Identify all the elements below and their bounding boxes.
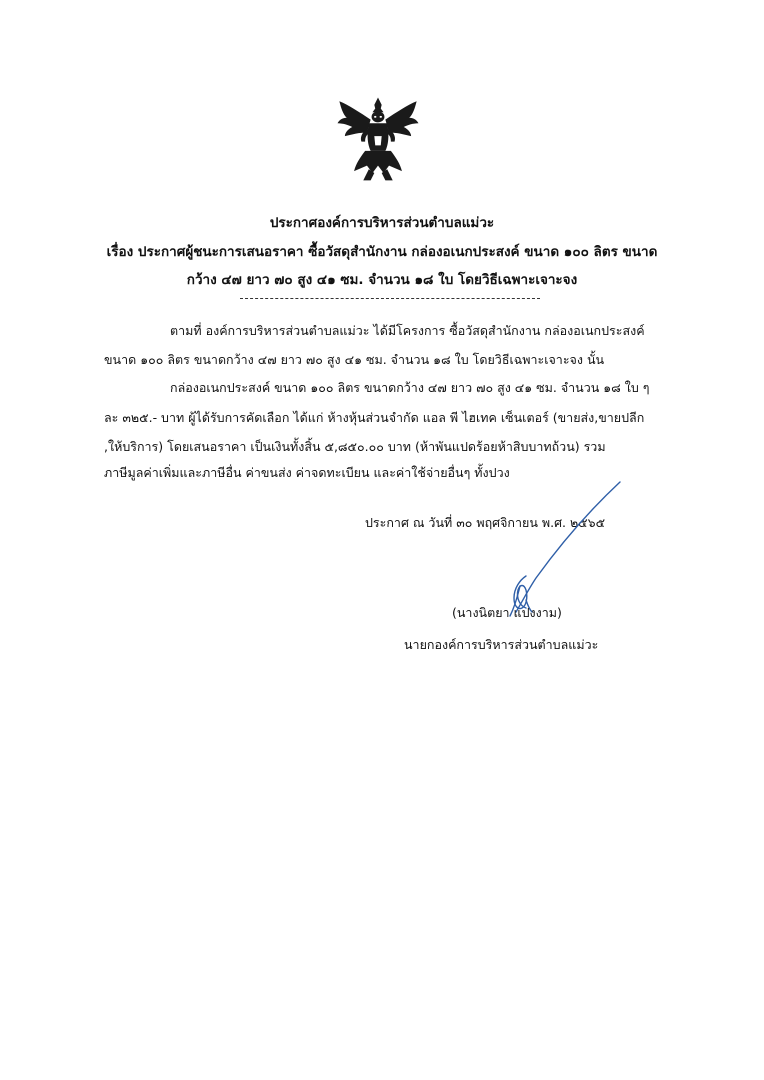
body-line-4: ละ ๓๒๕.- บาท ผู้ได้รับการคัดเลือก ได้แก่ ห้างหุ้นส่วนจำกัด แอล พี ไฮเทค เซ็นเตอร์ (ขายส่ง,ขายปลีก xyxy=(104,410,645,425)
header-divider xyxy=(240,298,540,299)
signer-title: นายกองค์การบริหารส่วนตำบลแม่วะ xyxy=(404,637,599,652)
signer-name: (นางนิตยา แปงงาม) xyxy=(452,605,562,620)
garuda-emblem-icon xyxy=(332,92,424,184)
announcement-date: ประกาศ ณ วันที่ ๓๐ พฤศจิกายน พ.ศ. ๒๕๖๕ xyxy=(365,515,606,530)
announcement-subject-line1: เรื่อง ประกาศผู้ชนะการเสนอราคา ซื้อวัสดุสำนักงาน กล่องอเนกประสงค์ ขนาด ๑๐๐ ลิตร ขนาด xyxy=(106,244,658,260)
body-line-2: ขนาด ๑๐๐ ลิตร ขนาดกว้าง ๔๗ ยาว ๗๐ สูง ๔๑ ซม. จำนวน ๑๘ ใบ โดยวิธีเฉพาะเจาะจง นั้น xyxy=(104,352,605,367)
body-line-5: ,ให้บริการ) โดยเสนอราคา เป็นเงินทั้งสิ้น ๕,๘๕๐.๐๐ บาท (ห้าพันแปดร้อยห้าสิบบาทถ้วน) รวม xyxy=(104,439,606,454)
body-line-6: ภาษีมูลค่าเพิ่มและภาษีอื่น ค่าขนส่ง ค่าจดทะเบียน และค่าใช้จ่ายอื่นๆ ทั้งปวง xyxy=(104,465,510,480)
announcement-heading: ประกาศองค์การบริหารส่วนตำบลแม่วะ xyxy=(269,215,495,231)
body-line-1: ตามที่ องค์การบริหารส่วนตำบลแม่วะ ได้มีโครงการ ซื้อวัสดุสำนักงาน กล่องอเนกประสงค์ xyxy=(170,323,645,338)
body-line-3: กล่องอเนกประสงค์ ขนาด ๑๐๐ ลิตร ขนาดกว้าง ๔๗ ยาว ๗๐ สูง ๔๑ ซม. จำนวน ๑๘ ใบ ๆ xyxy=(170,380,650,395)
announcement-subject-line2: กว้าง ๔๗ ยาว ๗๐ สูง ๔๑ ซม. จำนวน ๑๘ ใบ โดยวิธีเฉพาะเจาะจง xyxy=(186,272,578,288)
